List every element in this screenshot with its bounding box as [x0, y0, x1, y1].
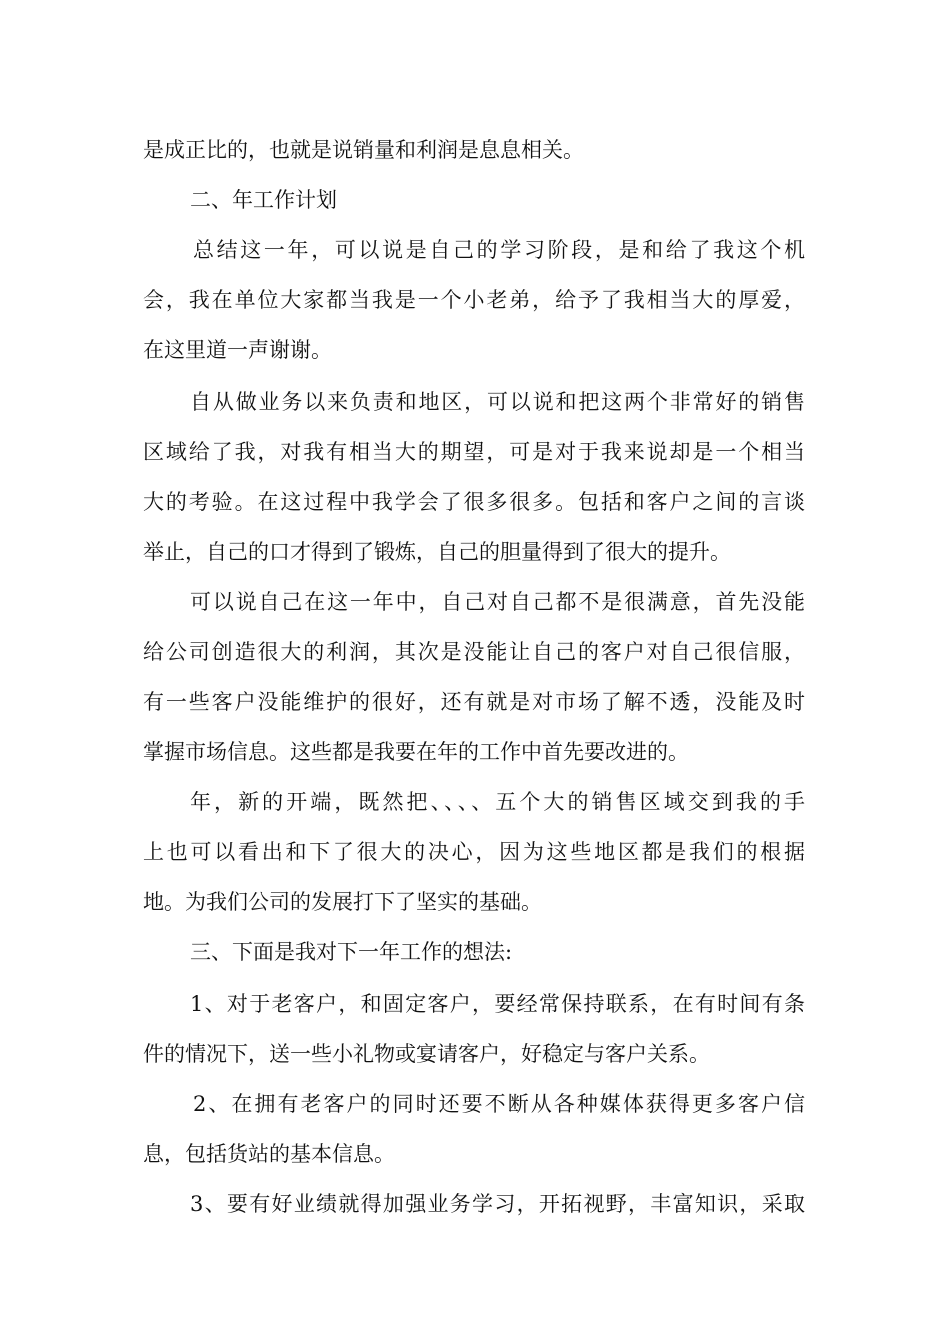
text-line: 地。为我们公司的发展打下了坚实的基础。 — [143, 890, 542, 914]
text-line: 年，新的开端，既然把、、、、五个大的销售区域交到我的手 — [190, 790, 805, 814]
section-heading: 三、下面是我对下一年工作的想法: — [190, 940, 513, 964]
text-line: 可以说自己在这一年中，自己对自己都不是很满意，首先没能 — [190, 590, 805, 614]
text-line: 1、对于老客户，和固定客户，要经常保持联系，在有时间有条 — [190, 992, 805, 1016]
text-line: 自从做业务以来负责和地区，可以说和把这两个非常好的销售 — [190, 390, 805, 414]
text-line: 大的考验。在这过程中我学会了很多很多。包括和客户之间的言谈 — [143, 490, 805, 514]
text-line: 会，我在单位大家都当我是一个小老弟，给予了我相当大的厚爱， — [143, 288, 805, 312]
text-line: 总结这一年，可以说是自己的学习阶段，是和给了我这个机 — [193, 238, 805, 262]
text-line: 给公司创造很大的利润，其次是没能让自己的客户对自己很信服， — [143, 640, 805, 664]
text-line: 息，包括货站的基本信息。 — [143, 1142, 395, 1166]
text-line: 掌握市场信息。这些都是我要在年的工作中首先要改进的。 — [143, 740, 689, 764]
text-line: 是成正比的，也就是说销量和利润是息息相关。 — [143, 138, 584, 162]
text-line: 3、要有好业绩就得加强业务学习，开拓视野，丰富知识，采取 — [190, 1192, 805, 1216]
text-line: 件的情况下，送一些小礼物或宴请客户，好稳定与客户关系。 — [143, 1042, 710, 1066]
text-line: 2、在拥有老客户的同时还要不断从各种媒体获得更多客户信 — [193, 1092, 805, 1116]
text-line: 区域给了我，对我有相当大的期望，可是对于我来说却是一个相当 — [143, 440, 805, 464]
text-line: 上也可以看出和下了很大的决心，因为这些地区都是我们的根据 — [143, 840, 805, 864]
text-line: 举止，自己的口才得到了锻炼，自己的胆量得到了很大的提升。 — [143, 540, 731, 564]
section-heading: 二、年工作计划 — [190, 188, 337, 212]
text-line: 有一些客户没能维护的很好，还有就是对市场了解不透，没能及时 — [143, 690, 805, 714]
text-line: 在这里道一声谢谢。 — [143, 338, 332, 362]
